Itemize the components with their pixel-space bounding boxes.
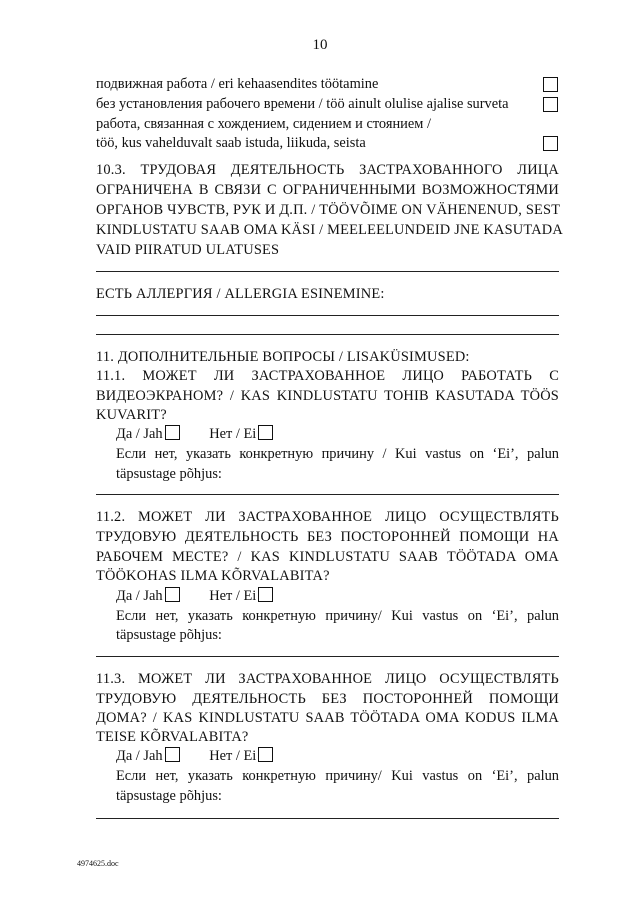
no-label: Нет / Ei — [209, 426, 257, 442]
document-footer: 4974625.doc — [77, 859, 119, 868]
allergy-answer-line[interactable] — [96, 315, 559, 316]
section-10-3-answer-line[interactable] — [96, 271, 559, 272]
section-10-3-line: VAID PIIRATUD ULATUSES — [96, 242, 280, 258]
option-no-fixed-hours: без установления рабочего времени / töö ainult olulise ajalise surveta — [96, 96, 509, 112]
question-11-2-reason: täpsustage põhjus: — [116, 627, 222, 643]
section-10-3-line: KINDLUSTATU SAAB OMA KÄSI / MEELEELUNDEID JNE KASUTADA — [96, 222, 563, 238]
section-10-3-line: ОРГАНОВ ЧУВСТВ, РУК И Д.П. / TÖÖVÕIME ON VÄHENENUD, SEST — [96, 202, 561, 218]
yes-label: Да / Jah — [116, 588, 163, 604]
section-10-3-line: 10.3. ТРУДОВАЯ ДЕЯТЕЛЬНОСТЬ ЗАСТРАХОВАННОГО ЛИЦА — [96, 162, 559, 178]
question-11-3-answer — [116, 746, 273, 766]
question-11-3-line: ДОМА? / KAS KINDLUSTATU SAAB TÖÖTADA OMA KODUS ILMA — [96, 710, 559, 726]
question-11-3-line: ТРУДОВУЮ ДЕЯТЕЛЬНОСТЬ БЕЗ ПОСТОРОННЕЙ ПОМОЩИ — [96, 691, 559, 707]
question-11-1-answer — [116, 424, 273, 444]
question-11-1-answer-line[interactable] — [96, 494, 559, 495]
yes-label: Да / Jah — [116, 426, 163, 442]
question-11-2-line: РАБОЧЕМ МЕСТЕ? / KAS KINDLUSTATU SAAB TÖÖTADA OMA — [96, 549, 559, 565]
question-11-3-answer-line[interactable] — [96, 818, 559, 819]
question-11-3-reason: täpsustage põhjus: — [116, 788, 222, 804]
question-11-1-line: ВИДЕОЭКРАНОМ? / KAS KINDLUSTATU TOHIB KASUTADA TÖÖS — [96, 388, 559, 404]
allergy-label: ЕСТЬ АЛЛЕРГИЯ / ALLERGIA ESINEMINE: — [96, 286, 385, 302]
question-11-3-line: TEISE KÕRVALABITA? — [96, 729, 249, 745]
question-11-3-line: 11.3. МОЖЕТ ЛИ ЗАСТРАХОВАННОЕ ЛИЦО ОСУЩЕСТВЛЯТЬ — [96, 671, 559, 687]
question-11-1-line: KUVARIT? — [96, 407, 167, 423]
option-walking-sitting-line2: töö, kus vahelduvalt saab istuda, liikuda, seista — [96, 135, 366, 151]
yes-checkbox[interactable] — [165, 587, 180, 602]
question-11-2-answer-line[interactable] — [96, 656, 559, 657]
question-11-1-reason: täpsustage põhjus: — [116, 466, 222, 482]
no-checkbox[interactable] — [258, 587, 273, 602]
yes-label: Да / Jah — [116, 748, 163, 764]
question-11-2-line: TÖÖKOHAS ILMA KÕRVALABITA? — [96, 568, 330, 584]
question-11-2-answer — [116, 586, 273, 606]
option-walking-sitting-checkbox[interactable] — [543, 136, 558, 151]
no-label: Нет / Ei — [209, 588, 257, 604]
option-mobile-work: подвижная работа / eri kehaasendites töötamine — [96, 76, 379, 92]
option-mobile-work-checkbox[interactable] — [543, 77, 558, 92]
question-11-1-line: 11.1. МОЖЕТ ЛИ ЗАСТРАХОВАННОЕ ЛИЦО РАБОТАТЬ С — [96, 368, 559, 384]
yes-checkbox[interactable] — [165, 425, 180, 440]
section-10-3-line: ОГРАНИЧЕНА В СВЯЗИ С ОГРАНИЧЕННЫМИ ВОЗМОЖНОСТЯМИ — [96, 182, 559, 198]
question-11-2-reason: Если нет, указать конкретную причину/ Kui vastus on ‘Ei’, palun — [116, 608, 559, 624]
question-11-2-line: ТРУДОВУЮ ДЕЯТЕЛЬНОСТЬ БЕЗ ПОСТОРОННЕЙ ПОМОЩИ НА — [96, 529, 559, 545]
question-11-1-reason: Если нет, указать конкретную причину / Kui vastus on ‘Ei’, palun — [116, 446, 559, 462]
no-label: Нет / Ei — [209, 748, 257, 764]
option-no-fixed-hours-checkbox[interactable] — [543, 97, 558, 112]
question-11-2-line: 11.2. МОЖЕТ ЛИ ЗАСТРАХОВАННОЕ ЛИЦО ОСУЩЕСТВЛЯТЬ — [96, 509, 559, 525]
no-checkbox[interactable] — [258, 747, 273, 762]
yes-checkbox[interactable] — [165, 747, 180, 762]
page-number: 10 — [312, 37, 328, 53]
no-checkbox[interactable] — [258, 425, 273, 440]
question-11-3-reason: Если нет, указать конкретную причину/ Kui vastus on ‘Ei’, palun — [116, 768, 559, 784]
option-walking-sitting-line1: работа, связанная с хождением, сидением и стоянием / — [96, 116, 431, 132]
allergy-answer-line[interactable] — [96, 334, 559, 335]
section-11-title: 11. ДОПОЛНИТЕЛЬНЫЕ ВОПРОСЫ / LISAKÜSIMUSED: — [96, 349, 470, 365]
